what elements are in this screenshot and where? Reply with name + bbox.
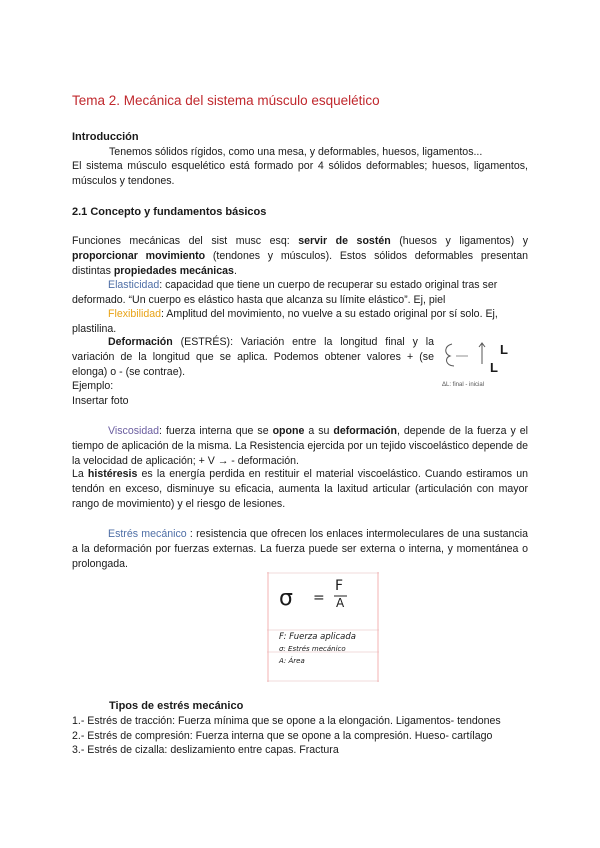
funciones-text-g: . (233, 264, 237, 277)
intro-line-2: El sistema músculo esquelético está formado por 4 sólidos deformables; huesos, ligamentos, músculos y tendones. (72, 160, 528, 187)
legend-fuerza: F: Fuerza aplicada (279, 632, 356, 642)
funciones-text-c: (huesos y ligamentos) y (390, 235, 528, 247)
term-estres-mecanico: Estrés mecánico (108, 528, 187, 540)
estres-text: : resistencia que ofrecen los enlaces intermoleculares de una sustancia a la deformación por fuerzas externas. La fuerza puede ser externa o interna, y momentánea o prolongada. (72, 528, 528, 570)
term-histeresis: histéresis (87, 468, 138, 480)
deformation-sketch (438, 338, 530, 390)
flexibilidad-text: : Amplitud del movimiento, no vuelve a su estado original por sí solo. Ej, plastilina. (72, 308, 498, 335)
funciones-movimiento: proporcionar movimiento (72, 249, 206, 262)
deformacion-text: (ESTRÉS): Variación entre la longitud final y la variación de la longitud que se aplica. Podemos obtener valores + (se elonga) o - (se contrae). (72, 336, 434, 378)
paragraph-flexibilidad (72, 307, 528, 337)
viscosidad-text-1: : fuerza interna que se (159, 425, 273, 437)
paragraph-funciones (72, 234, 528, 278)
formula-numerator: F (335, 578, 344, 594)
intro-line-1: Tenemos sólidos rígidos, como una mesa, y deformables, huesos, ligamentos... (109, 146, 483, 158)
formula-denominator: A (336, 596, 345, 610)
tipos-item-2: 2.- Estrés de compresión: Fuerza interna que se opone a la compresión. Hueso- cartílago (72, 730, 493, 742)
paragraph-histeresis (72, 467, 528, 511)
page-title: Tema 2. Mecánica del sistema músculo esquelético (72, 93, 380, 108)
histeresis-text-1: La (72, 468, 88, 480)
paragraph-viscosidad (72, 424, 528, 468)
paragraph-deformacion (72, 335, 434, 379)
figure-caption: ΔL: final - inicial (442, 382, 485, 388)
intro-heading: Introducción (72, 131, 139, 143)
funciones-text-a: Funciones mecánicas del sist musc esq: (72, 235, 299, 247)
term-viscosidad: Viscosidad (108, 425, 160, 437)
tipos-heading: Tipos de estrés mecánico (109, 700, 244, 712)
figure-label-l-top: L (500, 342, 508, 357)
paragraph-estres (72, 527, 528, 571)
viscosidad-opone: opone (272, 425, 305, 437)
funciones-text-e: (tendones y músculos). Estos sólidos deformables presentan distintas (72, 249, 528, 277)
formula-image (267, 572, 379, 682)
tipos-item-1: 1.- Estrés de tracción: Fuerza mínima que se opone a la elongación. Ligamentos- tendones (72, 715, 501, 727)
viscosidad-text-5: , depende de la fuerza y el tiempo de aplicación de la misma. La Resistencia ejercida por un tejido viscoelástico depende de la velocidad de aplicación; + V → - deformación. (72, 425, 529, 467)
formula-sigma: σ (279, 586, 293, 611)
tipos-item-3: 3.- Estrés de cizalla: deslizamiento entre capas. Fractura (72, 744, 339, 756)
ejemplo-label: Ejemplo: (72, 380, 114, 392)
legend-estres: σ: Estrés mecánico (279, 645, 346, 653)
funciones-propiedades: propiedades mecánicas (113, 264, 234, 277)
viscosidad-text-3: a su (304, 425, 334, 437)
section-heading-2-1: 2.1 Concepto y fundamentos básicos (72, 206, 267, 218)
paragraph-elasticidad (72, 278, 528, 308)
term-deformacion: Deformación (108, 336, 173, 348)
term-flexibilidad: Flexibilidad (108, 308, 161, 320)
viscosidad-deformacion: deformación (333, 425, 397, 437)
histeresis-text-3: es la energía perdida en restituir el material viscoelástico. Cuando estiramos un tendón en exceso, disminuye su eficacia, aumenta la laxitud articular (articulación con mayor rango de movimiento) y el riesgo de lesiones. (72, 468, 528, 510)
figure-label-l-bottom: L (490, 360, 498, 375)
elasticidad-text: : capacidad que tiene un cuerpo de recuperar su estado original tras ser deformado. “Un cuerpo es elástico hasta que alcanza su límite elástico”. Ej, piel (72, 279, 498, 306)
funciones-sosten: servir de sostén (298, 235, 391, 247)
formula-equals: = (313, 590, 325, 606)
insertar-foto-label: Insertar foto (72, 395, 129, 407)
legend-area: A: Área (279, 657, 305, 665)
term-elasticidad: Elasticidad (108, 279, 160, 291)
